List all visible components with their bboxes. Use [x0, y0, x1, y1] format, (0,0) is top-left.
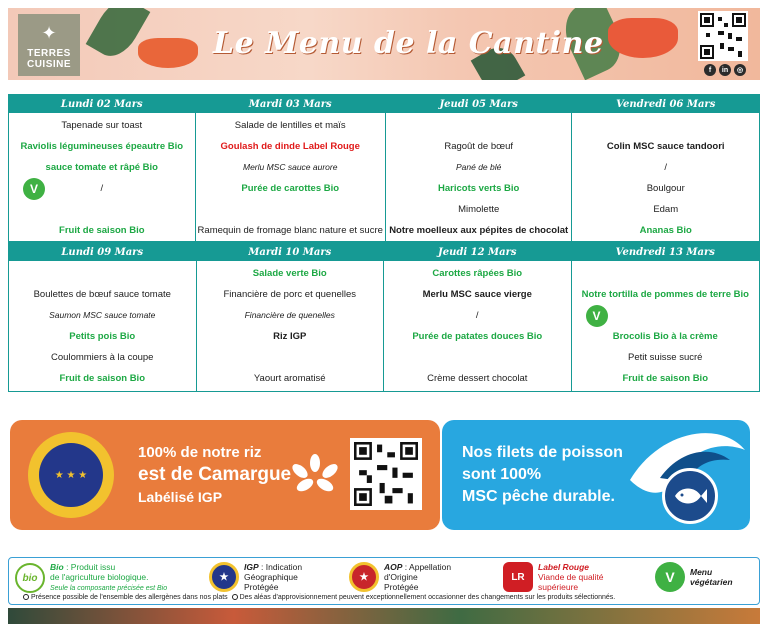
day-column [9, 243, 197, 391]
day-header: Jeudi 05 Mars [386, 95, 572, 113]
menu-item [388, 178, 570, 199]
menu-item [199, 347, 382, 368]
menu-item [198, 136, 383, 157]
menu-item [11, 368, 194, 389]
legend-veg-title1: Menu [690, 567, 713, 577]
legend-igp-text1: : Indication [261, 562, 303, 572]
menu-item [11, 157, 193, 178]
menu-item [199, 284, 382, 305]
menu-item-text: Edam [653, 204, 679, 215]
legend-bio-text2: de l'agriculture biologique. [50, 572, 149, 582]
menu-item-text: / [475, 310, 479, 321]
menu-item-text: / [100, 183, 104, 194]
menu-item [11, 326, 194, 347]
menu-item [574, 220, 757, 241]
day-header: Lundi 09 Mars [9, 243, 196, 261]
logo-text-line2: CUISINE [26, 59, 72, 70]
menu-item-text: Notre tortilla de pommes de terre Bio [581, 289, 749, 300]
menu-item [574, 178, 757, 199]
igp-seal-icon: ★ [209, 562, 239, 592]
menu-item [574, 157, 757, 178]
menu-item [11, 284, 194, 305]
menu-item-text: Notre moelleux aux pépites de chocolat [389, 225, 569, 236]
day-header: Mardi 03 Mars [196, 95, 385, 113]
legend-lr-text1: Viande de qualité [538, 572, 604, 582]
bird-logo-icon: ✦ [41, 23, 57, 43]
menu-item-text: Boulettes de bœuf sauce tomate [33, 289, 171, 300]
menu-item [574, 368, 758, 389]
rice-line3: Labélisé IGP [138, 489, 223, 505]
menu-item-text: Boulgour [646, 183, 685, 194]
menu-item-text: sauce tomate et râpé Bio [45, 162, 158, 173]
legend-aop-text2: d'Origine [384, 572, 418, 582]
day-column [572, 95, 759, 243]
social-links [704, 64, 746, 76]
day-column [196, 95, 386, 243]
fish-line1: Nos filets de poisson [462, 444, 623, 461]
legend [8, 557, 760, 605]
info-icon [23, 594, 29, 600]
menu-item [574, 115, 757, 136]
menu-item [11, 178, 193, 199]
header-banner [8, 8, 760, 80]
menu-item [11, 199, 193, 220]
legend-veg-title2: végétarien [690, 577, 733, 587]
menu-item-text: Ananas Bio [639, 225, 692, 236]
logo-text-line1: TERRES [27, 48, 71, 59]
legend-igp-title: IGP [244, 562, 259, 572]
rice-line1: 100% de notre riz [138, 444, 262, 461]
legend-igp [209, 562, 302, 592]
menu-item [199, 263, 382, 284]
legend-igp-text3: Protégée [244, 582, 279, 592]
veg-icon-label: V [665, 569, 675, 585]
fish-line2: sont 100% [462, 466, 542, 483]
menu-item-text: Mimolette [458, 204, 500, 215]
menu-item [386, 284, 569, 305]
terres-de-cuisine-logo [18, 14, 80, 76]
menu-item-text: Merlu MSC sauce vierge [422, 289, 532, 300]
menu-item-text: Haricots verts Bio [438, 183, 520, 194]
menu-item [386, 368, 569, 389]
day-column [572, 243, 760, 391]
legend-lr-title: Label Rouge [538, 562, 590, 572]
fish-promo-text [462, 442, 623, 508]
menu-item-text: Fruit de saison Bio [59, 373, 145, 384]
menu-item [11, 115, 193, 136]
menu-item-text: Goulash de dinde Label Rouge [220, 141, 360, 152]
vegetarian-icon [655, 562, 685, 592]
menu-item-text: Brocolis Bio à la crème [612, 331, 718, 342]
menu-item-text: Ramequin de fromage blanc nature et sucre [197, 225, 383, 236]
menu-item [574, 199, 757, 220]
menu-item [574, 347, 758, 368]
day-column [9, 95, 196, 243]
legend-aop [349, 562, 451, 592]
carrot-decoration [138, 38, 198, 68]
menu-item-text: Crème dessert chocolat [427, 373, 528, 384]
menu-item [198, 178, 383, 199]
fish-line3: MSC pêche durable. [462, 488, 615, 505]
menu-item-text: Raviolis légumineuses épeautre Bio [20, 141, 184, 152]
legend-label-rouge [503, 562, 604, 592]
menu-item-text: Colin MSC sauce tandoori [606, 141, 725, 152]
menu-item [386, 263, 569, 284]
rice-grains-icon [295, 454, 335, 494]
menu-item [11, 263, 194, 284]
menu-week-2 [8, 242, 760, 392]
menu-item-text: Carottes râpées Bio [432, 268, 523, 279]
day-header: Vendredi 13 Mars [572, 243, 760, 261]
allergen-note [23, 594, 615, 601]
day-column [386, 95, 573, 243]
linkedin-icon[interactable]: in [719, 64, 731, 76]
menu-item-text: Fruit de saison Bio [59, 225, 145, 236]
igp-seal-icon: ★ ★ ★ [28, 432, 114, 518]
footer-decoration [8, 608, 760, 624]
bio-leaf-icon [15, 563, 45, 593]
vegetarian-icon: V [586, 305, 608, 327]
menu-item [388, 220, 570, 241]
menu-item [11, 220, 193, 241]
rice-promo-text [138, 442, 291, 508]
menu-item-text: Salade verte Bio [252, 268, 327, 279]
menu-item [198, 220, 383, 241]
legend-aop-title: AOP [384, 562, 403, 572]
qr-code-icon[interactable] [698, 11, 748, 61]
legend-igp-text2: Géographique [244, 572, 298, 582]
facebook-icon[interactable]: f [704, 64, 716, 76]
menu-item-text: Ragoût de bœuf [444, 141, 513, 152]
menu-item [388, 199, 570, 220]
carrot-decoration [608, 18, 678, 58]
menu-item-text: Purée de carottes Bio [241, 183, 340, 194]
menu-item-text: Salade de lentilles et maïs [234, 120, 346, 131]
day-header: Vendredi 06 Mars [572, 95, 759, 113]
day-header: Mardi 10 Mars [197, 243, 384, 261]
legend-bio-text3: Seule la composante précisée est Bio [50, 585, 168, 592]
menu-item-text: Coulommiers à la coupe [51, 352, 154, 363]
menu-item [386, 305, 569, 326]
label-rouge-icon: LR [503, 562, 533, 592]
page-title: Le Menu de la Cantine [213, 26, 604, 61]
rice-line2: est de Camargue [138, 464, 292, 485]
menu-item-text: Purée de patates douces Bio [412, 331, 543, 342]
day-header: Jeudi 12 Mars [384, 243, 571, 261]
info-icon [232, 594, 238, 600]
legend-aop-text1: : Appellation [404, 562, 452, 572]
menu-item [11, 347, 194, 368]
note-supply: Des aléas d'approvisionnement peuvent exceptionnellement occasionner des changements sur les produits sélectionnés. [239, 594, 616, 601]
menu-item [574, 263, 758, 284]
menu-item-text: Yaourt aromatisé [253, 373, 326, 384]
menu-item [574, 284, 758, 305]
menu-item-text: Petit suisse sucré [628, 352, 703, 363]
menu-item-text: Tapenade sur toast [61, 120, 143, 131]
legend-bio-title: Bio [50, 562, 64, 572]
menu-item [574, 305, 758, 326]
menu-item-text: Fruit de saison Bio [622, 373, 708, 384]
legend-aop-text3: Protégée [384, 582, 419, 592]
menu-item [199, 326, 382, 347]
qr-code-icon[interactable] [350, 438, 422, 510]
legend-lr-text2: supérieure [538, 582, 579, 592]
menu-item [199, 305, 382, 326]
legend-bio-text1: : Produit issu [66, 562, 116, 572]
menu-item [11, 305, 194, 326]
day-column [384, 243, 572, 391]
note-allergens: Présence possible de l'ensemble des allergènes dans nos plats [31, 594, 228, 601]
menu-item [11, 136, 193, 157]
menu-item [388, 157, 570, 178]
menu-item [388, 136, 570, 157]
menu-item [198, 199, 383, 220]
legend-bio [15, 562, 167, 594]
bio-icon-label: bio [22, 572, 38, 584]
menu-item-text: / [664, 162, 668, 173]
menu-item-text: Petits pois Bio [69, 331, 136, 342]
legend-vegetarian [655, 562, 733, 592]
menu-item [388, 115, 570, 136]
aop-seal-icon: ★ [349, 562, 379, 592]
menu-item [574, 136, 757, 157]
menu-item [198, 115, 383, 136]
menu-item [199, 368, 382, 389]
vegetarian-icon: V [23, 178, 45, 200]
menu-item [198, 157, 383, 178]
msc-fish-logo-icon [662, 468, 718, 524]
msc-fish-promo [442, 420, 750, 530]
menu-item [386, 326, 569, 347]
instagram-icon[interactable]: ◎ [734, 64, 746, 76]
menu-item-text: Pané de blé [455, 162, 502, 172]
menu-item-text: Saumon MSC sauce tomate [49, 310, 156, 320]
day-column [197, 243, 385, 391]
menu-item-text: Financière de porc et quenelles [223, 289, 357, 300]
menu-item-text: Merlu MSC sauce aurore [242, 162, 338, 172]
menu-item [386, 347, 569, 368]
menu-item [574, 326, 758, 347]
rice-igp-promo [10, 420, 440, 530]
menu-item-text: Financière de quenelles [244, 310, 335, 320]
menu-item-text: Riz IGP [273, 331, 307, 342]
menu-week-1 [8, 94, 760, 242]
day-header: Lundi 02 Mars [9, 95, 195, 113]
